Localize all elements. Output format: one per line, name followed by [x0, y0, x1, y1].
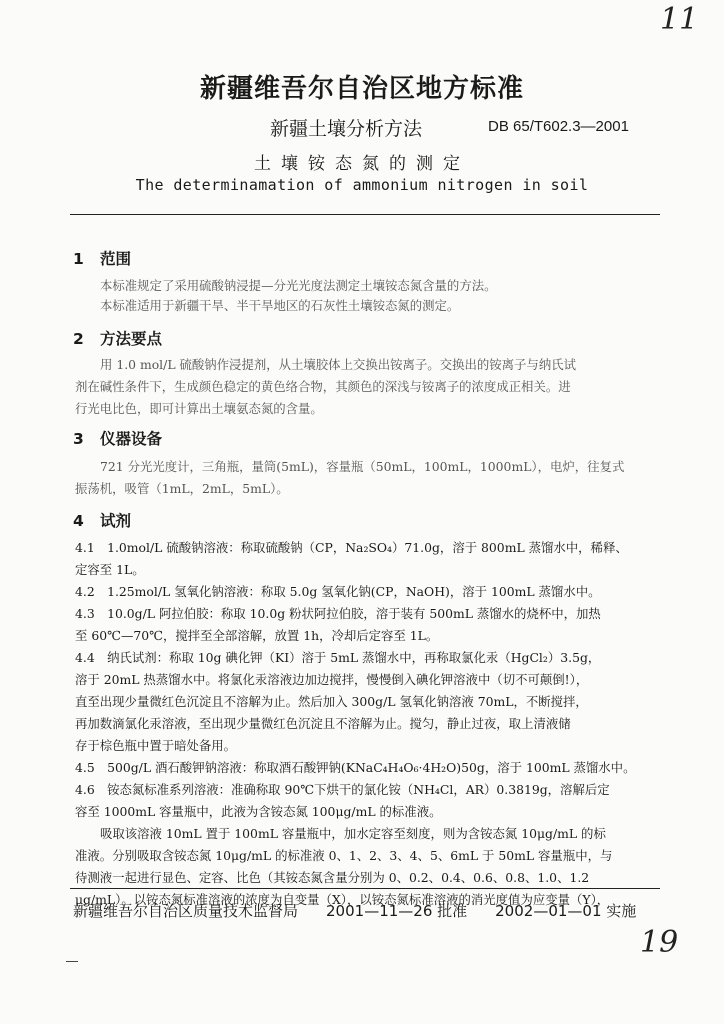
header-rule	[70, 214, 660, 215]
reagent-line: 4.6 铵态氮标准系列溶液：准确称取 90℃下烘干的氯化铵（NH₄Cl，AR）0.3819g，溶解后定	[75, 782, 610, 797]
reagent-line: 容至 1000mL 容量瓶中，此液为含铵态氮 100μg/mL 的标准液。	[75, 804, 442, 819]
section-number: 1	[73, 250, 84, 268]
text-line: 待测液一起进行显色、定容、比色（其铵态氮含量分别为 0、0.2、0.4、0.6、0.8、1.0、1.2	[75, 870, 590, 885]
section-number: 3	[73, 430, 84, 448]
section-heading	[73, 327, 162, 349]
section-paragraph	[75, 295, 667, 317]
text-line: 剂在碱性条件下，生成颜色稳定的黄色络合物，其颜色的深浅与铵离子的浓度成正相关。进	[75, 379, 571, 394]
document-subtitle: 新疆土壤分析方法	[270, 118, 423, 140]
section-paragraph	[75, 275, 667, 297]
reagent-line: 直至出现少量微红色沉淀且不溶解为止。然后加入 300g/L 氢氧化钠溶液 70mL，不断搅拌，	[75, 694, 588, 709]
closing-paragraph	[75, 823, 667, 911]
text-line: 721 分光光度计，三角瓶，量筒(5mL)，容量瓶（50mL，100mL，1000mL），电炉，往复式	[100, 459, 625, 474]
section-title: 方法要点	[100, 330, 163, 348]
section-number: 4	[73, 512, 84, 530]
reagent-line: 溶于 20mL 热蒸馏水中。将氯化汞溶液边加边搅拌，慢慢倒入碘化钾溶液中（切不可颠倒!），	[75, 672, 589, 687]
text-line: 振荡机，吸管（1mL，2mL，5mL）。	[75, 481, 289, 496]
reagent-line: 定容至 1L。	[75, 562, 145, 577]
reagent-list	[75, 537, 667, 823]
text-line: 准液。分别吸取含铵态氮 10μg/mL 的标准液 0、1、2、3、4、5、6mL 于 50mL 容量瓶中，与	[75, 848, 613, 863]
text-line: 用 1.0 mol/L 硫酸钠作浸提剂，从土壤胶体上交换出铵离子。交换出的铵离子与纳氏试	[100, 357, 576, 372]
reagent-line: 4.3 10.0g/L 阿拉伯胶：称取 10.0g 粉状阿拉伯胶，溶于装有 500mL 蒸馏水的烧杯中，加热	[75, 606, 601, 621]
footer-rule	[70, 888, 660, 889]
approval-date: 2001—11—26 批准	[326, 902, 468, 920]
handwritten-page-mark-bottom: 19	[640, 925, 679, 960]
section-title: 范围	[100, 250, 132, 268]
reagent-line: 至 60℃—70℃，搅拌至全部溶解，放置 1h，冷却后定容至 1L。	[75, 628, 439, 643]
text-line: 本标准适用于新疆干旱、半干旱地区的石灰性土壤铵态氮的测定。	[100, 298, 460, 313]
text-line: 吸取该溶液 10mL 置于 100mL 容量瓶中，加水定容至刻度，则为含铵态氮 10μg/mL 的标	[100, 826, 606, 841]
handwritten-page-mark-top: 11	[660, 2, 699, 37]
section-paragraph	[75, 456, 667, 500]
reagent-line: 4.5 500g/L 酒石酸钾钠溶液：称取酒石酸钾钠(KNaC₄H₄O₆·4H₂O)50g，溶于 100mL 蒸馏水中。	[75, 760, 636, 775]
footer	[73, 900, 636, 921]
section-title: 仪器设备	[100, 430, 163, 448]
section-paragraph	[75, 354, 667, 420]
reagent-line: 4.2 1.25mol/L 氢氧化钠溶液：称取 5.0g 氢氧化钠(CP，NaOH)，溶于 100mL 蒸馏水中。	[75, 584, 601, 599]
section-heading	[73, 509, 131, 531]
chinese-subtitle: 土壤铵态氮的测定	[254, 154, 470, 174]
text-line: 行光电比色，即可计算出土壤氨态氮的含量。	[75, 401, 323, 416]
text-line: 本标准规定了采用硫酸钠浸提—分光光度法测定土壤铵态氮含量的方法。	[100, 278, 497, 293]
section-heading	[73, 247, 131, 269]
reagent-line: 存于棕色瓶中置于暗处备用。	[75, 738, 237, 753]
section-heading	[73, 427, 162, 449]
english-subtitle: The determinamation of ammonium nitrogen in soil	[135, 176, 589, 194]
reagent-line: 4.1 1.0mol/L 硫酸钠溶液：称取硫酸钠（CP，Na₂SO₄）71.0g，溶于 800mL 蒸馏水中，稀释、	[75, 540, 628, 555]
reagent-line: 4.4 纳氏试剂：称取 10g 碘化钾（KI）溶于 5mL 蒸馏水中，再称取氯化汞（HgCl₂）3.5g，	[75, 650, 601, 665]
reagent-line: 再加数滴氯化汞溶液，至出现少量微红色沉淀且不溶解为止。搅匀，静止过夜，取上清液储	[75, 716, 571, 731]
section-number: 2	[73, 330, 84, 348]
section-title: 试剂	[100, 512, 132, 530]
standard-number: DB 65/T602.3—2001	[488, 118, 629, 135]
implementation-date: 2002—01—01 实施	[495, 902, 637, 920]
issuer: 新疆维吾尔自治区质量技术监督局	[73, 902, 299, 920]
document-title: 新疆维吾尔自治区地方标准	[199, 74, 524, 104]
page-dash	[66, 961, 78, 962]
text-line: μg/mL）。以铵态氮标准溶液的浓度为自变量（X），以铵态氮标准溶液的消光度值为应变量（Y），	[75, 892, 610, 907]
